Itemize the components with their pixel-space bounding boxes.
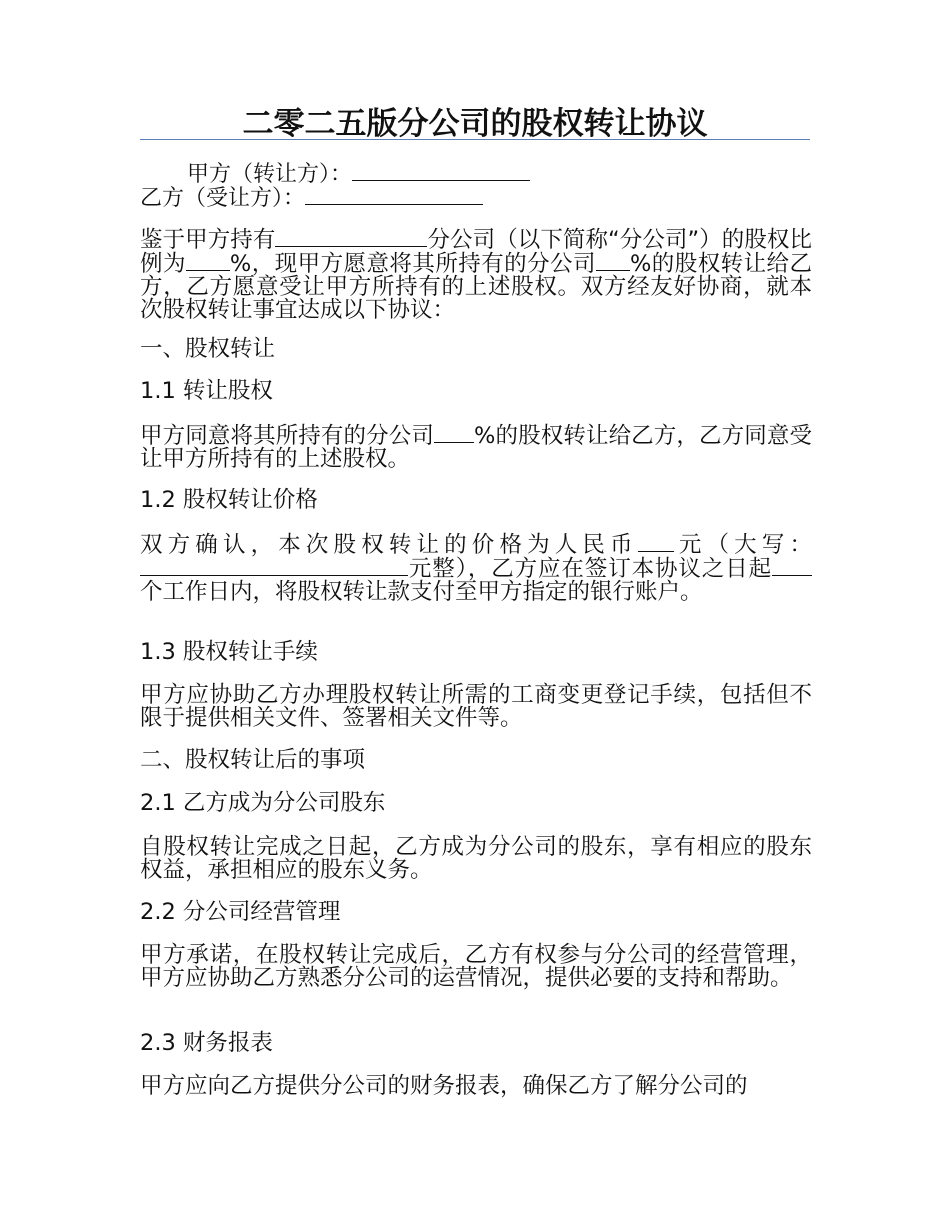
s1-1-text-a: 甲方同意将其所持有的分公司: [140, 423, 434, 449]
section-1-1-heading: 1.1 转让股权: [140, 378, 273, 404]
section-2-1-paragraph: 自股权转让完成之日起，乙方成为分公司的股东，享有相应的股东权益，承担相应的股东义务。: [140, 834, 812, 883]
intro-blank-2: [186, 252, 230, 271]
intro-paragraph: [140, 228, 812, 322]
s1-2-text-a: 双方确认，本次股权转让的价格为人民币: [140, 532, 638, 558]
section-1-2-heading: 1.2 股权转让价格: [140, 487, 318, 513]
party-a-label: 甲方（转让方）：: [187, 162, 353, 187]
s1-2-text-b: 元（大写：: [673, 532, 812, 558]
intro-text-1: 鉴于甲方持有: [140, 227, 276, 253]
s1-2-blank-days: [772, 557, 812, 576]
section-2-1-heading: 2.1 乙方成为分公司股东: [140, 790, 386, 816]
intro-text-3: %，现甲方愿意将其所持有的分公司: [229, 251, 596, 277]
s1-2-text-c: 元整），乙方应在签订本协议之日起: [408, 556, 772, 582]
party-b-line: [140, 184, 483, 213]
section-2-3-paragraph: 甲方应向乙方提供分公司的财务报表，确保乙方了解分公司的: [140, 1073, 748, 1099]
section-2-2-paragraph: 甲方承诺，在股权转让完成后，乙方有权参与分公司的经营管理，甲方应协助乙方熟悉分公司的运营情况，提供必要的支持和帮助。: [140, 942, 812, 991]
section-2-heading: 二、股权转让后的事项: [140, 747, 366, 773]
section-2-2-heading: 2.2 分公司经营管理: [140, 899, 341, 925]
intro-blank-1: [275, 228, 427, 247]
s1-2-text-d: 个工作日内，将股权转让款支付至甲方指定的银行账户。: [140, 579, 703, 605]
section-1-2-paragraph: [140, 533, 812, 604]
section-1-3-heading: 1.3 股权转让手续: [140, 639, 318, 665]
intro-text-4: %的股权转让给乙方，乙方愿意受让甲方所持有的上述股权。双方经友好协商，就本次股权转让事宜达成以下协议：: [140, 251, 812, 323]
section-1-heading: 一、股权转让: [140, 336, 276, 362]
section-2-3-heading: 2.3 财务报表: [140, 1030, 273, 1056]
section-1-1-paragraph: [140, 424, 812, 471]
s1-2-blank-words: [140, 557, 408, 576]
intro-blank-3: [596, 252, 630, 271]
s1-1-text-b: %的股权转让给乙方，乙方同意受让甲方所持有的上述股权。: [140, 423, 812, 472]
section-1-3-paragraph: 甲方应协助乙方办理股权转让所需的工商变更登记手续，包括但不限于提供相关文件、签署相关文件等。: [140, 682, 812, 731]
s1-1-blank: [434, 424, 474, 443]
document-title: 二零二五版分公司的股权转让协议: [242, 106, 708, 142]
title-underline: [140, 139, 810, 140]
s1-2-blank-amount: [638, 533, 674, 552]
party-b-blank: [305, 184, 483, 205]
party-a-blank: [352, 160, 530, 181]
intro-text-2: 分公司（以下简称“分公司”）的股权比例为: [140, 227, 812, 277]
party-b-label: 乙方（受让方）：: [140, 186, 306, 211]
